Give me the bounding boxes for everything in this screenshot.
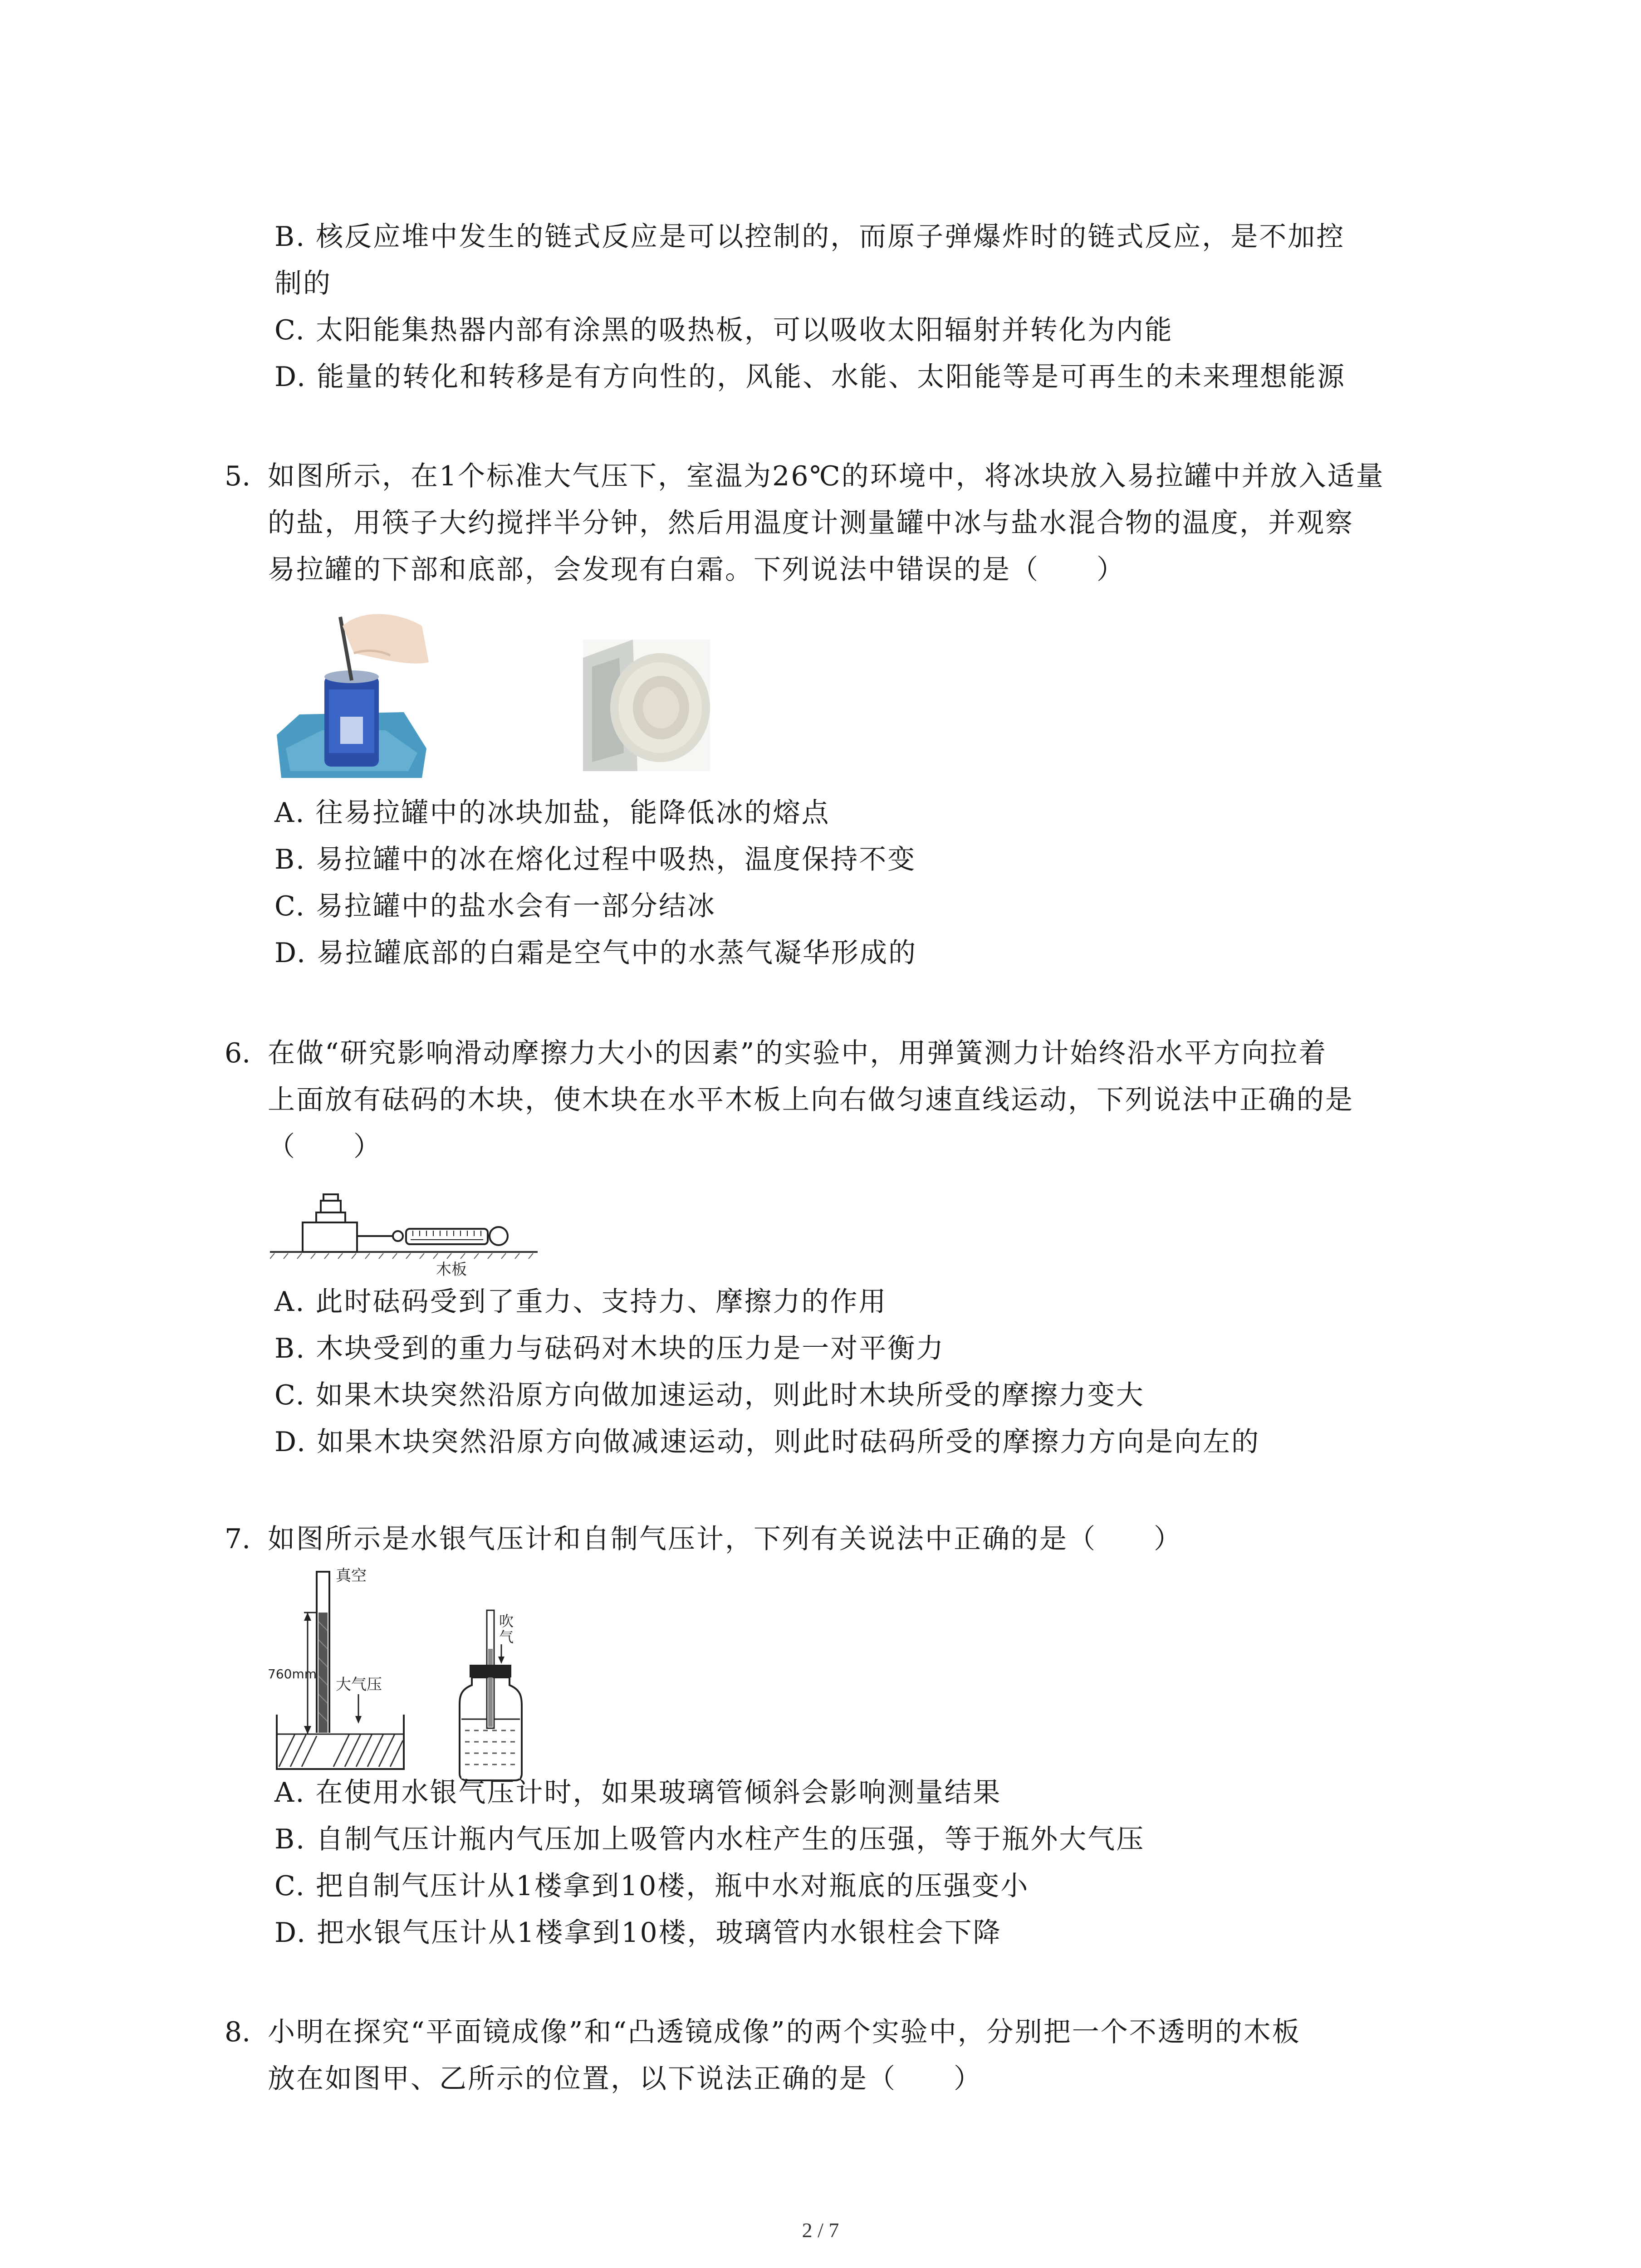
q7-option-d: D. 把水银气压计从1楼拿到10楼，玻璃管内水银柱会下降 [274,1917,1002,1949]
q7-option-b: B. 自制气压计瓶内气压加上吸管内水柱产生的压强，等于瓶外大气压 [274,1823,1145,1855]
q5-stem-line2: 的盐，用筷子大约搅拌半分钟，然后用温度计测量罐中冰与盐水混合物的温度，并观察 [268,507,1354,539]
q7-figure-homemade-barometer [451,1606,542,1783]
q7-option-c: C. 把自制气压计从1楼拿到10楼，瓶中水对瓶底的压强变小 [274,1870,1029,1902]
q5-stem-line3: 易拉罐的下部和底部，会发现有白霜。下列说法中错误的是（ ） [268,554,1125,586]
q5-figure-can-stirring [272,599,436,780]
q6-figure-label-board: 木板 [436,1261,467,1279]
q7-figure-mercury-barometer [268,1563,449,1780]
q8-stem-line2: 放在如图甲、乙所示的位置，以下说法正确的是（ ） [268,2063,982,2095]
q5-figure-can-bottom [583,640,710,771]
q5-stem-line1: 如图所示，在1个标准大气压下，室温为26℃的环境中，将冰块放入易拉罐中并放入适量 [268,460,1385,492]
q6-figure-friction-setup [270,1173,542,1281]
q6-stem-line2: 上面放有砝码的木块，使木块在水平木板上向右做匀速直线运动，下列说法中正确的是 [268,1084,1354,1116]
q6-stem-line3: （ ） [268,1131,382,1163]
q5-option-c: C. 易拉罐中的盐水会有一部分结冰 [274,890,716,922]
q5-option-a: A. 往易拉罐中的冰块加盐，能降低冰的熔点 [274,797,830,829]
q8-stem-line1: 小明在探究“平面镜成像”和“凸透镜成像”的两个实验中，分别把一个不透明的木板 [268,2016,1301,2048]
q7-label-atmosphere: 大气压 [336,1676,382,1694]
q7-option-a: A. 在使用水银气压计时，如果玻璃管倾斜会影响测量结果 [274,1777,1002,1809]
q7-number: 7. [225,1523,251,1555]
q6-option-d: D. 如果木块突然沿原方向做减速运动，则此时砝码所受的摩擦力方向是向左的 [274,1426,1260,1458]
q7-label-760mm: 760mm [268,1667,317,1681]
q5-number: 5. [225,460,251,492]
q4-option-d: D. 能量的转化和转移是有方向性的，风能、水能、太阳能等是可再生的未来理想能源 [274,361,1346,393]
page-number: 2 / 7 [802,2219,839,2242]
q8-number: 8. [225,2016,251,2048]
q6-stem-line1: 在做“研究影响滑动摩擦力大小的因素”的实验中，用弹簧测力计始终沿水平方向拉着 [268,1037,1327,1069]
q6-number: 6. [225,1037,251,1069]
q6-option-a: A. 此时砝码受到了重力、支持力、摩擦力的作用 [274,1286,887,1318]
q4-option-c: C. 太阳能集热器内部有涂黑的吸热板，可以吸收太阳辐射并转化为内能 [274,314,1173,346]
q4-option-b-line2: 制的 [274,268,332,299]
q4-option-b-line1: B. 核反应堆中发生的链式反应是可以控制的，而原子弹爆炸时的链式反应，是不加控 [274,221,1345,253]
q5-option-b: B. 易拉罐中的冰在熔化过程中吸热，温度保持不变 [274,844,916,875]
q5-option-d: D. 易拉罐底部的白霜是空气中的水蒸气凝华形成的 [274,937,917,969]
q7-label-blow-2: 气 [499,1628,514,1646]
q6-option-c: C. 如果木块突然沿原方向做加速运动，则此时木块所受的摩擦力变大 [274,1379,1145,1411]
q6-option-b: B. 木块受到的重力与砝码对木块的压力是一对平衡力 [274,1333,945,1364]
q7-label-blow-1: 吹 [499,1613,514,1630]
q7-stem-line1: 如图所示是水银气压计和自制气压计，下列有关说法中正确的是（ ） [268,1523,1182,1555]
q7-label-vacuum: 真空 [336,1567,367,1585]
